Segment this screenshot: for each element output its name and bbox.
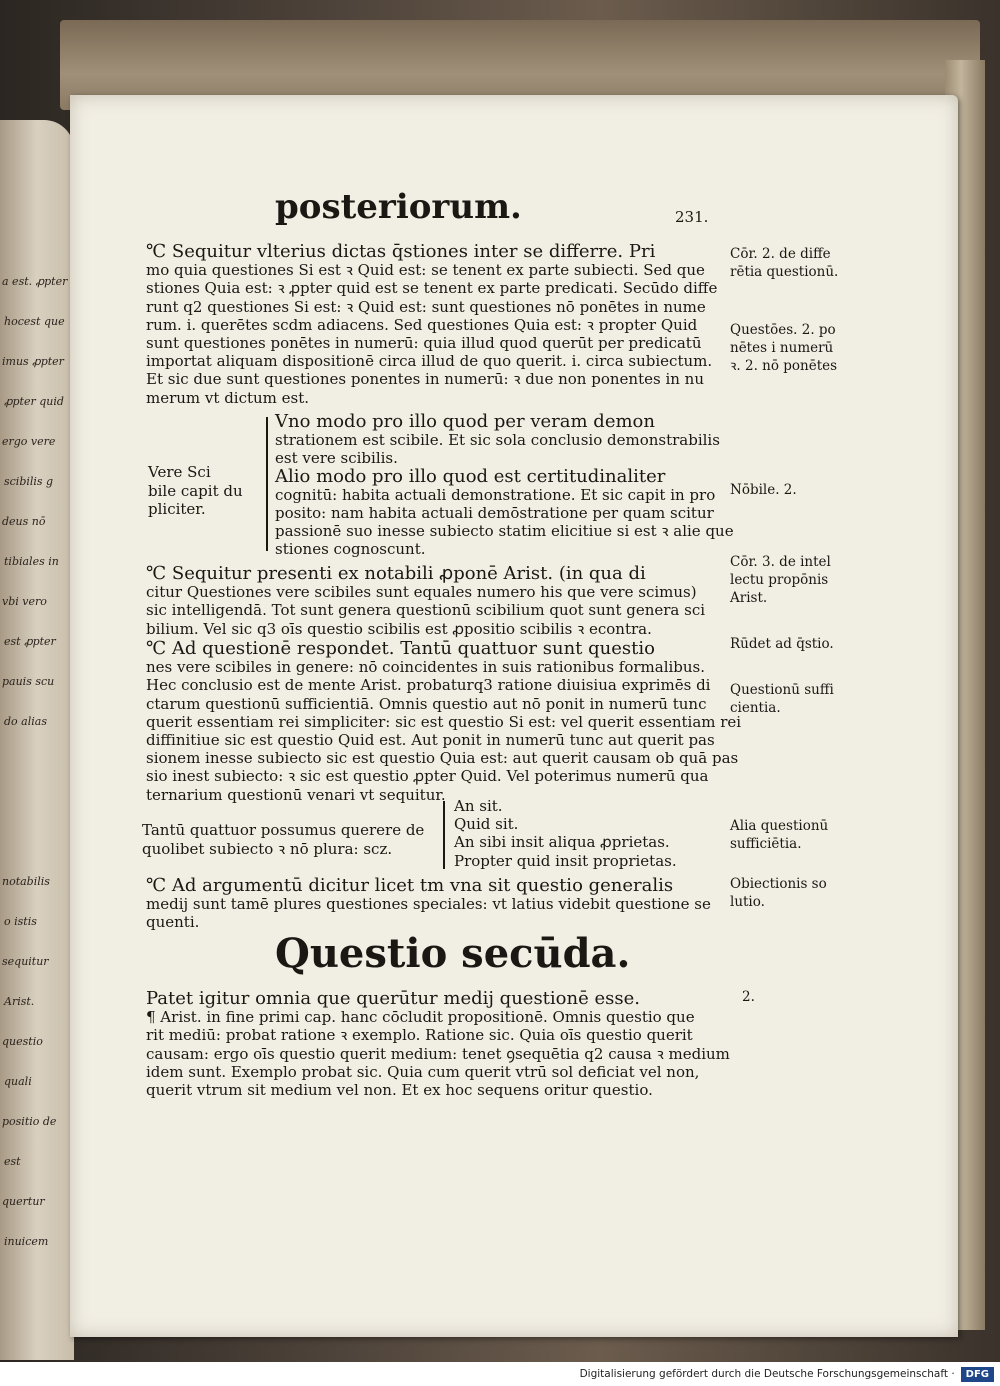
text-line: An sibi insit aliqua ꝓprietas.	[454, 833, 670, 852]
marginal-line: Alia questionū	[730, 818, 829, 834]
left-page-text: imus ꝓpter	[2, 355, 64, 368]
brace-1-items	[275, 413, 734, 559]
text-line: stiones cognoscunt.	[275, 540, 426, 559]
text-line: bilium. Vel sic q3 oīs questio scibilis est ꝓpositio scibilis ꝛ econtra.	[146, 619, 652, 638]
marginal-line: Arist.	[730, 590, 768, 606]
brace-2	[443, 801, 445, 869]
text-line: rum. i. querētes scdm adiacens. Sed questiones Quia est: ꝛ propter Quid	[146, 315, 698, 334]
text-line: stiones Quia est: ꝛ ꝓpter quid est se tenent ex parte predicati. Secūdo diffe	[146, 279, 718, 298]
marginal-line: Cōr. 2. de diffe	[730, 246, 831, 262]
text-line: ternarium questionū venari vt sequitur.	[146, 785, 446, 804]
marginal-note-3: Nōbile. 2.	[730, 482, 797, 498]
marginal-note-2	[730, 321, 837, 375]
text-line: diffinitiue sic est questio Quid est. Aut ponit in numerū tunc aut querit pas	[146, 731, 715, 750]
text-line: runt q2 questiones Si est: ꝛ Quid est: sunt questiones nō ponētes in nume	[146, 297, 706, 316]
left-page-text: scibilis g	[4, 475, 54, 488]
text-line: Quid sit.	[454, 815, 519, 834]
footer-bar	[0, 1362, 1000, 1386]
brace-2-label	[142, 821, 424, 859]
text-line: mo quia questiones Si est ꝛ Quid est: se tenent ex parte subiecti. Sed que	[146, 261, 705, 280]
brace-1	[266, 417, 268, 551]
text-line: ℃ Sequitur vlterius dictas q̄stiones inter se differre. Pri	[146, 241, 656, 262]
marginal-line: sufficiētia.	[730, 836, 802, 852]
left-page-text: deus nō	[2, 515, 46, 528]
paragraph-2	[146, 565, 705, 638]
text-line: posito: nam habita actuali demōstratione per quam scitur	[275, 504, 714, 523]
marginal-note-6	[730, 681, 834, 717]
text-line: Vno modo pro illo quod per veram demon	[275, 411, 655, 432]
marginal-line: rētia questionū.	[730, 264, 839, 280]
text-line: sunt questiones ponētes in numerū: quia illud quod querūt per predicatū	[146, 334, 702, 353]
left-page-text: Arist.	[4, 995, 35, 1008]
marginal-note-4	[730, 553, 831, 607]
text-line: citur Questiones vere scibiles sunt equales numero his que vere scimus)	[146, 583, 697, 602]
folio-number: 231.	[675, 208, 709, 226]
text-line: quolibet subiecto ꝛ nō plura: scz.	[142, 840, 393, 858]
left-page-text: pauis scu	[2, 675, 55, 688]
text-line: An sit.	[454, 797, 503, 815]
left-page-text: sequitur	[2, 955, 49, 968]
left-page-text: a est. ꝓpter	[2, 275, 68, 288]
running-head: posteriorum.	[275, 187, 522, 227]
left-page-text: est ꝓpter	[4, 635, 56, 648]
text-line: querit vtrum sit medium vel non. Et ex hoc sequens oritur questio.	[146, 1081, 653, 1100]
marginal-note-8	[730, 875, 827, 911]
text-line: ℃ Ad questionē respondet. Tantū quattuor sunt questio	[146, 638, 655, 659]
text-line: cognitū: habita actuali demonstratione. Et sic capit in pro	[275, 485, 716, 504]
text-line: quenti.	[146, 913, 200, 932]
paragraph-4	[146, 877, 711, 932]
brace-2-items	[454, 797, 677, 870]
left-page-text: ergo vere	[2, 435, 56, 448]
marginal-line: Questionū suffi	[730, 682, 834, 698]
text-line: Et sic due sunt questiones ponentes in numerū: ꝛ due non ponentes in nu	[146, 370, 704, 389]
text-line: nes vere scibiles in genere: nō coincidentes in suis rationibus formalibus.	[146, 658, 706, 677]
left-page-text: inuicem	[4, 1235, 49, 1248]
text-line: ctarum questionū sufficientiā. Omnis questio aut nō ponit in numerū tunc	[146, 694, 707, 713]
marginal-line: Questōes. 2. po	[730, 322, 836, 338]
text-line: Hec conclusio est de mente Arist. probaturq3 ratione diuisiua exprimēs di	[146, 676, 711, 695]
paragraph-3	[146, 640, 741, 804]
left-page-text: est	[4, 1155, 21, 1168]
marginal-note-7	[730, 817, 828, 853]
marginal-line: ꝛ. 2. nō ponētes	[730, 358, 838, 374]
dfg-logo: DFG	[961, 1367, 994, 1382]
paragraph-1	[146, 243, 717, 407]
marginal-line: nētes i numerū	[730, 340, 834, 356]
text-line: rit mediū: probat ratione ꝛ exemplo. Ratione sic. Quia oīs questio querit	[146, 1026, 693, 1045]
marginal-line: lectu propōnis	[730, 572, 829, 588]
left-page-edge	[0, 120, 74, 1360]
text-line: ¶ Arist. in fine primi cap. hanc cōcludit propositionē. Omnis questio que	[146, 1008, 695, 1027]
left-page-text: quertur	[2, 1195, 45, 1208]
left-page-text: ꝓpter quid	[4, 395, 64, 408]
text-line: sio inest subiecto: ꝛ sic est questio ꝓpter Quid. Vel poterimus numerū qua	[146, 767, 709, 786]
text-line: passionē suo inesse subiecto statim elicitiue si est ꝛ alie que	[275, 522, 734, 541]
text-line: bile capit du	[148, 481, 243, 500]
left-page-text: quali	[4, 1075, 32, 1088]
text-line: merum vt dictum est.	[146, 388, 310, 407]
marginal-note-5: Rūdet ad q̄stio.	[730, 636, 834, 652]
text-line: Tantū quattuor possumus querere de	[142, 821, 425, 839]
marginal-line: Cōr. 3. de intel	[730, 554, 831, 570]
marginal-line: lutio.	[730, 894, 765, 910]
text-line: Vere Sci	[148, 463, 211, 481]
text-line: est vere scibilis.	[275, 449, 398, 468]
left-page-text: questio	[2, 1035, 43, 1048]
text-line: medij sunt tamē plures questiones speciales: vt latius videbit questione se	[146, 895, 711, 914]
text-line: sionem inesse subiecto sic est questio Quia est: aut querit causam ob quā pas	[146, 749, 739, 768]
text-line: pliciter.	[148, 500, 206, 518]
marginal-note-1	[730, 245, 838, 281]
printed-page	[70, 95, 958, 1337]
left-page-text: do alias	[4, 715, 47, 728]
text-line: importat aliquam dispositionē circa illud de quo querit. i. circa subiectum.	[146, 352, 713, 371]
text-line: Propter quid insit proprietas.	[454, 851, 677, 870]
text-line: causam: ergo oīs questio querit medium: tenet ꝯsequētia q2 causa ꝛ medium	[146, 1044, 730, 1063]
paragraph-5	[146, 990, 730, 1099]
text-line: querit essentiam rei simpliciter: sic est questio Si est: vel querit essentiam rei	[146, 712, 742, 731]
text-line: Patet igitur omnia que querūtur medij questionē esse.	[146, 988, 640, 1009]
marginal-note-9: 2.	[742, 989, 755, 1005]
text-line: Alio modo pro illo quod est certitudinaliter	[275, 465, 666, 487]
text-line: ℃ Ad argumentū dicitur licet tm vna sit questio generalis	[146, 875, 674, 896]
left-page-text: notabilis	[2, 875, 50, 888]
marginal-line: Obiectionis so	[730, 876, 827, 892]
text-line: idem sunt. Exemplo probat sic. Quia cum querit vtrū sol deficiat vel non,	[146, 1062, 700, 1081]
section-title: Questio secūda.	[275, 930, 631, 977]
brace-1-label	[148, 463, 243, 519]
text-line: strationem est scibile. Et sic sola conclusio demonstrabilis	[275, 431, 720, 450]
funding-note: Digitalisierung gefördert durch die Deutsche Forschungsgemeinschaft ·	[579, 1368, 955, 1380]
text-line: sic intelligendā. Tot sunt genera questionū scibilium quot sunt genera sci	[146, 601, 706, 620]
left-page-text: tibiales in	[4, 555, 59, 568]
left-page-text: vbi vero	[2, 595, 47, 608]
left-page-text: o istis	[4, 915, 37, 928]
text-line: ℃ Sequitur presenti ex notabili ꝓponē Arist. (in qua di	[146, 563, 646, 584]
left-page-text: hocest que	[4, 315, 65, 328]
marginal-line: cientia.	[730, 700, 781, 716]
left-page-text: positio de	[2, 1115, 57, 1128]
